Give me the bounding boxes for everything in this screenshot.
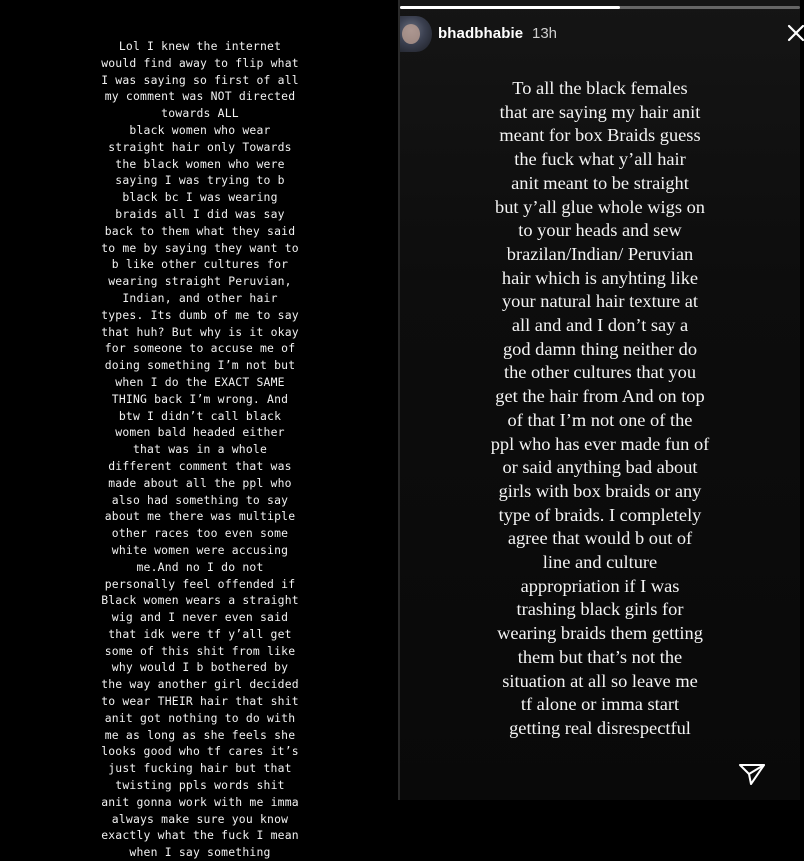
story-text-line: btw I didn’t call black (118, 408, 282, 423)
story-text-line: get the hair from And on top (495, 386, 705, 407)
story-text-line: women bald headed either (115, 425, 285, 440)
right-story-text (400, 77, 800, 741)
story-text-line: anit gonna work with me imma (101, 794, 299, 809)
story-text-line: me.And no I do not (136, 559, 264, 574)
story-text-line: types. Its dumb of me to say (101, 307, 299, 322)
story-progress-fill (400, 6, 620, 9)
story-text-line: brazilan/Indian/ Peruvian (506, 243, 694, 264)
story-text-line: but y’all glue whole wigs on (495, 196, 705, 217)
story-text-line: getting real disrespectful (509, 717, 691, 738)
story-text-line: type of braids. I completely (498, 504, 702, 525)
story-text-line: the fuck what y’all hair (514, 149, 686, 170)
story-text-line: meant for box Braids guess (499, 125, 701, 146)
story-text-line: Indian, and other hair (122, 290, 278, 305)
story-text-line: To all the black females (512, 78, 688, 98)
story-text-line: the way another girl decided (101, 677, 299, 692)
story-text-line: me as long as she feels she (104, 727, 296, 742)
story-text-line: line and culture (542, 552, 658, 573)
story-text-line: black bc I was wearing (122, 190, 278, 205)
story-text-line: anit got nothing to do with (104, 710, 296, 725)
story-timestamp: 13h (532, 25, 558, 42)
story-text-line: to me by saying they want to (101, 240, 299, 255)
story-text-line: my comment was NOT directed (104, 89, 296, 104)
story-text-line: of that I’m not one of the (507, 409, 693, 430)
left-story-text (0, 38, 400, 861)
story-progress-bar (400, 6, 800, 9)
close-icon[interactable] (788, 22, 804, 46)
story-text-line: wearing braids them getting (497, 623, 703, 644)
story-text-line: that idk were tf y’all get (108, 626, 292, 641)
story-text-line: black women who wear (129, 122, 271, 137)
send-icon[interactable] (738, 762, 766, 786)
story-text-line: Lol I knew the internet (118, 39, 282, 53)
story-text-line: the other cultures that you (503, 362, 697, 383)
story-text-line: your natural hair texture at (501, 291, 699, 312)
story-text-line: twisting ppls words shit (115, 778, 285, 793)
story-text-line: to your heads and sew (518, 220, 682, 241)
story-text-line: to wear THEIR hair that shit (101, 694, 299, 709)
story-username[interactable]: bhadbhabie (438, 25, 524, 42)
story-text-line: god damn thing neither do (502, 338, 698, 359)
story-text-line: tf alone or imma start (520, 694, 680, 715)
story-text-line: that huh? But why is it okay (101, 324, 299, 339)
story-text-line: just fucking hair but that (108, 761, 292, 776)
story-text-line: I was saying so first of all (101, 72, 299, 87)
story-text-line: when I say something (129, 845, 271, 860)
story-text-line: or said anything bad about (502, 457, 698, 478)
story-text-line: about me there was multiple (104, 509, 296, 524)
story-text-line: THING back I’m wrong. And (111, 391, 289, 406)
story-text-line: always make sure you know (111, 811, 289, 826)
story-text-line: when I do the EXACT SAME (115, 374, 285, 389)
story-text-line: girls with box braids or any (498, 480, 702, 501)
story-text-line: exactly what the fuck I mean (101, 828, 299, 843)
avatar-face (402, 24, 420, 44)
story-text-line: different comment that was (108, 458, 292, 473)
story-text-line: would find away to flip what (101, 55, 299, 70)
left-story-panel (0, 0, 400, 860)
story-text-line: saying I was trying to b (115, 173, 285, 188)
story-text-line: white women were accusing (111, 542, 289, 557)
story-text-line: all and and I don’t say a (511, 315, 689, 336)
story-text-line: why would I b bothered by (111, 660, 289, 675)
story-text-line: the black women who were (115, 156, 285, 171)
story-text-line: straight hair only Towards (108, 139, 292, 154)
story-text-line: anit meant to be straight (511, 172, 689, 193)
story-text-line: agree that would b out of (507, 528, 693, 549)
avatar[interactable] (400, 16, 432, 52)
story-text-line: other races too even some (111, 526, 289, 541)
story-text-line: b like other cultures for (111, 257, 289, 272)
story-text-line: trashing black girls for (516, 599, 684, 620)
story-text-line: ppl who has ever made fun of (490, 433, 710, 454)
story-text-line: also had something to say (111, 492, 289, 507)
story-text-line: appropriation if I was (520, 575, 680, 596)
story-text-line: Black women wears a straight (101, 593, 299, 608)
story-text-line: doing something I’m not but (104, 358, 296, 373)
story-text-line: braids all I did was say (115, 206, 285, 221)
story-header (400, 16, 800, 56)
story-text-line: back to them what they said (104, 223, 296, 238)
story-text-line: hair which is anyhting like (501, 267, 699, 288)
story-text-line: wig and I never even said (111, 610, 289, 625)
story-text-line: them but that’s not the (517, 646, 683, 667)
story-text-line: towards ALL (161, 106, 239, 121)
story-text-line: for someone to accuse me of (104, 341, 296, 356)
story-text-line: wearing straight Peruvian, (108, 274, 292, 289)
story-text-line: personally feel offended if (104, 576, 296, 591)
story-text-line: made about all the ppl who (108, 475, 292, 490)
story-text-line: that was in a whole (132, 442, 268, 457)
story-text-line: some of this shit from like (104, 643, 296, 658)
story-text-line: that are saying my hair anit (499, 101, 701, 122)
story-text-line: looks good who tf cares it’s (101, 744, 299, 759)
story-text-line: situation at all so leave me (502, 670, 698, 691)
